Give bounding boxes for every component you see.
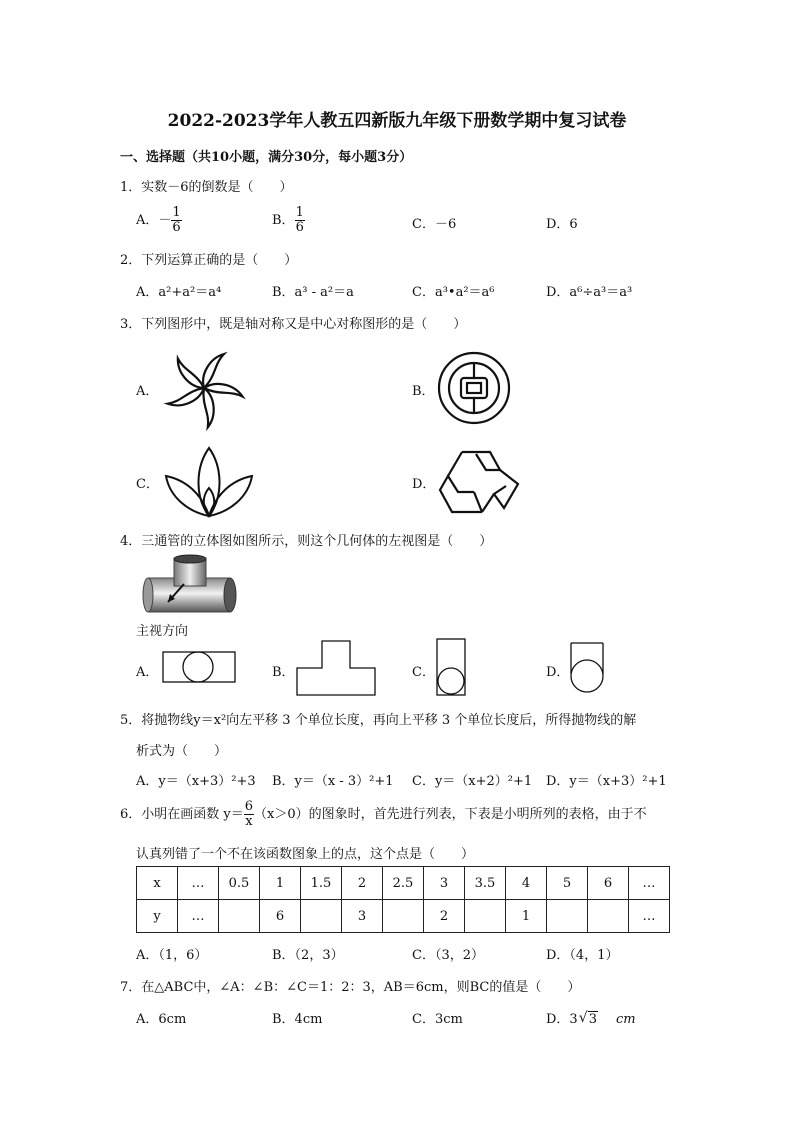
table-cell	[588, 900, 629, 933]
question-6-line-2: 认真列错了一个不在该函数图象上的点，这个点是（ ）	[136, 847, 475, 862]
q7-d-label: D．3	[546, 1012, 578, 1027]
q3-option-c: C．	[136, 477, 159, 492]
question-5-line-1: 5．将抛物线y＝x²向左平移 3 个单位长度，再向上平移 3 个单位长度后，所得抛物线的解	[120, 713, 637, 728]
table-cell: 1.5	[301, 867, 342, 900]
q2-option-c: C．a³•a²＝a⁶	[412, 285, 495, 300]
q3-option-d: D．	[412, 477, 436, 492]
table-cell: 2	[342, 867, 383, 900]
q2-option-d: D．a⁶÷a³＝a³	[546, 285, 633, 300]
recycle-figure	[438, 446, 520, 518]
q4-option-a: A．	[136, 665, 159, 680]
q1-option-c: C．－6	[412, 217, 457, 232]
q6-option-c: C．（3，2）	[412, 948, 484, 963]
question-7: 7．在△ABC中，∠A：∠B：∠C＝1：2：3，AB＝6cm，则BC的值是（ ）	[120, 980, 581, 995]
table-cell: 4	[506, 867, 547, 900]
question-3: 3．下列图形中，既是轴对称又是中心对称图形的是（ ）	[120, 317, 467, 332]
q7-option-d	[546, 1008, 636, 1027]
table-cell: …	[178, 867, 219, 900]
tee-pipe-figure	[140, 554, 236, 620]
q6-fraction	[244, 800, 254, 829]
table-cell: 0.5	[219, 867, 260, 900]
question-4: 4．三通管的立体图如图所示，则这个几何体的左视图是（ ）	[120, 534, 493, 549]
pinwheel-figure	[162, 346, 246, 430]
q7-option-c: C．3cm	[412, 1012, 463, 1027]
table-cell: …	[178, 900, 219, 933]
sqrt-symbol: √ 3	[578, 1010, 597, 1027]
q6-option-a: A．（1，6）	[136, 948, 208, 963]
q1-a-num: 1	[172, 205, 181, 220]
q1-b-num: 1	[295, 205, 304, 220]
q1-option-d: D．6	[546, 217, 578, 232]
table-cell: y	[137, 900, 178, 933]
q2-option-a: A．a²+a²＝a⁴	[136, 285, 222, 300]
question-2: 2．下列运算正确的是（ ）	[120, 253, 298, 268]
q1-option-a	[136, 206, 182, 235]
table-cell: 2	[424, 900, 465, 933]
q5-option-b: B．y＝（x - 3）²+1	[272, 774, 394, 789]
q1-a-fraction	[171, 206, 181, 235]
table-cell	[301, 900, 342, 933]
q1-a-label: A．－	[136, 213, 172, 228]
question-5-line-2: 析式为（ ）	[136, 744, 228, 759]
table-cell: …	[629, 900, 670, 933]
q7-option-b: B．4cm	[272, 1012, 323, 1027]
q1-a-den: 6	[172, 220, 181, 235]
q4-option-c: C．	[412, 665, 435, 680]
q6-option-d: D．（4，1）	[546, 948, 619, 963]
table-cell: x	[137, 867, 178, 900]
table-cell	[547, 900, 588, 933]
page-title: 2022-2023学年人教五四新版九年级下册数学期中复习试卷	[167, 111, 627, 131]
q7-option-a: A．6cm	[136, 1012, 187, 1027]
table-cell: 6	[588, 867, 629, 900]
q5-option-c: C．y＝（x+2）²+1	[412, 774, 533, 789]
q7-d-radicand: 3	[588, 1012, 597, 1027]
table-cell: 3	[342, 900, 383, 933]
q4-option-d: D．	[546, 665, 570, 680]
q6-stem-post: （x＞0）的图象时，首先进行列表，下表是小明所列的表格，由于不	[254, 807, 647, 822]
table-cell	[383, 900, 424, 933]
table-cell	[465, 900, 506, 933]
q4-caption: 主视方向	[136, 624, 189, 639]
table-cell: 1	[260, 867, 301, 900]
table-cell: 3.5	[465, 867, 506, 900]
q3-option-b: B．	[412, 384, 435, 399]
q7-d-unit: cm	[615, 1012, 636, 1027]
q6-option-b: B．（2，3）	[272, 948, 344, 963]
q6-frac-den: x	[245, 814, 253, 829]
q4-c-figure	[436, 638, 466, 696]
table-cell: 5	[547, 867, 588, 900]
q4-option-b: B．	[272, 665, 295, 680]
table-cell: …	[629, 867, 670, 900]
q5-option-d: D．y＝（x+3）²+1	[546, 774, 667, 789]
table-row-y	[137, 900, 670, 933]
q4-b-figure	[296, 640, 376, 696]
q3-option-a: A．	[136, 384, 159, 399]
q4-d-figure	[570, 642, 604, 694]
q5-option-a: A．y＝（x+3）²+3	[136, 774, 256, 789]
q2-option-b: B．a³ - a²＝a	[272, 285, 354, 300]
coin-figure	[436, 350, 512, 426]
q6-frac-num: 6	[244, 799, 254, 814]
lotus-figure	[164, 446, 254, 518]
q1-b-den: 6	[295, 220, 304, 235]
table-cell: 2.5	[383, 867, 424, 900]
question-1: 1．实数－6的倒数是（ ）	[120, 180, 293, 195]
table-cell	[219, 900, 260, 933]
q1-option-b	[272, 206, 305, 235]
table-cell: 3	[424, 867, 465, 900]
table-cell: 6	[260, 900, 301, 933]
q1-b-fraction	[295, 206, 305, 235]
question-6-line-1	[120, 800, 647, 829]
section-heading: 一、选择题（共10小题，满分30分，每小题3分）	[120, 150, 413, 165]
table-cell: 1	[506, 900, 547, 933]
q1-b-label: B．	[272, 213, 295, 228]
q4-a-figure	[162, 651, 236, 683]
table-row-x	[137, 867, 670, 900]
value-table	[136, 866, 670, 933]
q6-stem-pre: 6．小明在画函数 y＝	[120, 807, 244, 822]
